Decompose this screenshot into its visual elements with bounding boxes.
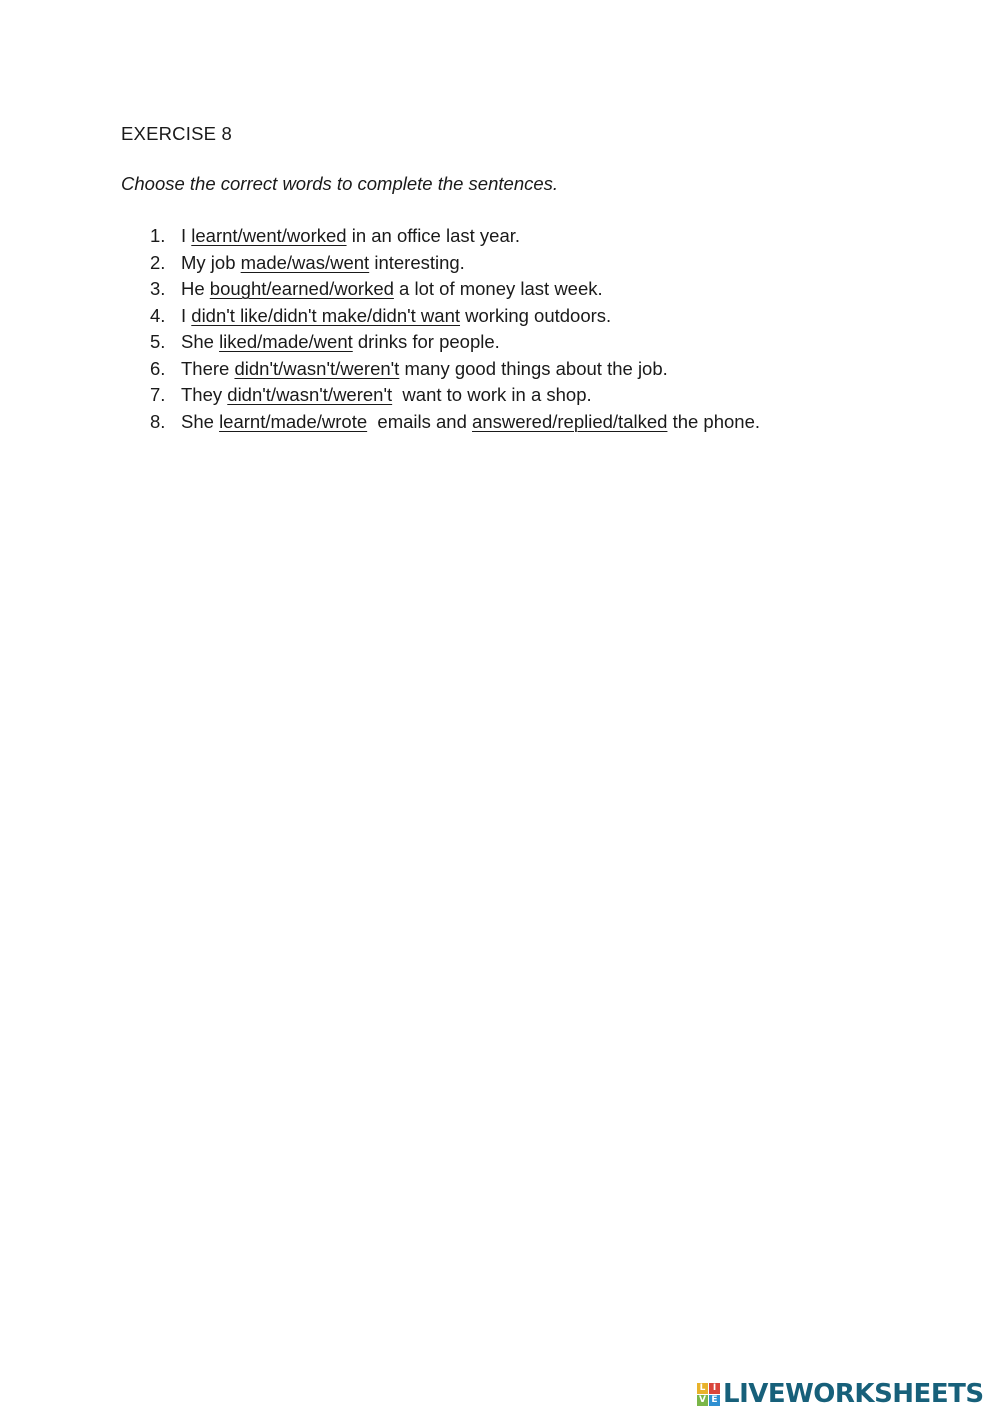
sentence-text: in an office last year.: [346, 225, 521, 246]
item-number: 8.: [150, 410, 166, 432]
answer-options: didn't/wasn't/weren't: [234, 357, 400, 379]
item-number: 5.: [150, 331, 166, 352]
item-number: 4.: [150, 304, 166, 326]
sentence-text: She: [181, 331, 220, 352]
sentence-text: emails and: [367, 410, 473, 432]
instruction-text: Choose the correct words to complete the sentences.: [121, 173, 559, 194]
sentence-text: want to work in a shop.: [392, 384, 592, 405]
exercise-title: EXERCISE 8: [121, 123, 232, 144]
item-sentence: [181, 223, 520, 250]
exercise-item: [150, 409, 760, 436]
answer-options: didn't like/didn't make/didn't want: [191, 304, 461, 326]
sentence-text: interesting.: [369, 251, 465, 273]
exercise-item: [150, 382, 760, 409]
answer-options: answered/replied/talked: [472, 410, 668, 432]
item-sentence: [181, 250, 465, 277]
sentence-text: a lot of money last week.: [393, 278, 603, 299]
item-number: 3.: [150, 278, 166, 299]
item-sentence: [181, 276, 603, 303]
sentence-text: drinks for people.: [352, 331, 500, 352]
item-number: 1.: [150, 225, 166, 246]
answer-options: liked/made/went: [219, 331, 353, 352]
sentence-text: They: [181, 384, 228, 405]
logo-mark-tile: E: [709, 1395, 720, 1406]
item-number: 7.: [150, 384, 166, 405]
exercise-item: [150, 356, 760, 383]
item-sentence: [181, 329, 500, 356]
logo-mark-icon: [697, 1383, 720, 1406]
sentence-text: I: [181, 225, 192, 246]
sentence-text: There: [181, 357, 235, 379]
logo-mark-tile: I: [709, 1383, 720, 1394]
answer-options: bought/earned/worked: [209, 278, 394, 299]
exercise-item: [150, 276, 760, 303]
item-sentence: [181, 409, 760, 436]
sentence-text: My job: [181, 251, 241, 273]
logo-mark-tile: L: [697, 1383, 708, 1394]
item-number: 2.: [150, 251, 166, 273]
item-sentence: [181, 356, 668, 383]
sentence-text: I: [181, 304, 192, 326]
exercise-item: [150, 303, 760, 330]
exercise-item: [150, 329, 760, 356]
sentence-text: She: [181, 410, 220, 432]
sentence-text: many good things about the job.: [399, 357, 668, 379]
sentence-text: the phone.: [667, 410, 761, 432]
liveworksheets-logo: [697, 1378, 984, 1410]
item-sentence: [181, 382, 592, 409]
item-sentence: [181, 303, 611, 330]
sentence-text: He: [181, 278, 210, 299]
exercise-item: [150, 250, 760, 277]
logo-text: LIVEWORKSHEETS: [723, 1379, 984, 1409]
answer-options: didn't/wasn't/weren't: [227, 384, 393, 405]
item-number: 6.: [150, 357, 166, 379]
logo-mark-tile: V: [697, 1395, 708, 1406]
exercise-list: [150, 223, 760, 435]
answer-options: made/was/went: [240, 251, 370, 273]
answer-options: learnt/made/wrote: [219, 410, 368, 432]
exercise-item: [150, 223, 760, 250]
answer-options: learnt/went/worked: [191, 225, 347, 246]
sentence-text: working outdoors.: [460, 304, 612, 326]
